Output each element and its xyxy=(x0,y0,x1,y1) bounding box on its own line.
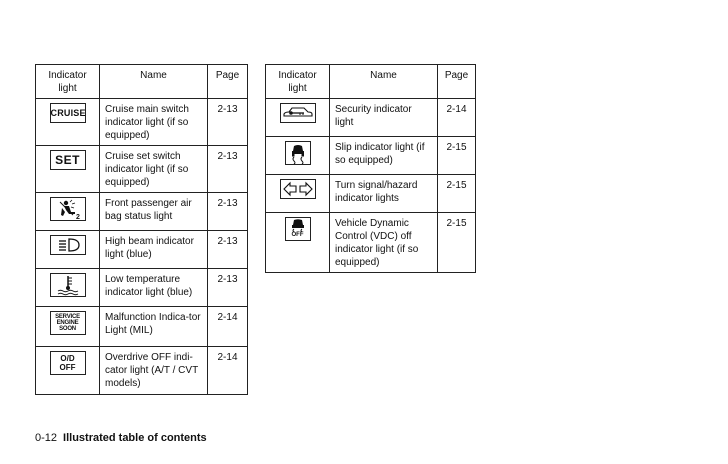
service-engine-soon-icon xyxy=(50,311,86,335)
indicator-name: Low temperature indicator light (blue) xyxy=(100,269,208,307)
indicator-page: 2-13 xyxy=(208,269,248,307)
table-row xyxy=(36,269,248,307)
table-row xyxy=(36,307,248,347)
cruise-icon: CRUISE xyxy=(50,103,86,123)
table-row xyxy=(266,137,476,175)
table-row xyxy=(36,231,248,269)
header-indicator-light: Indicator light xyxy=(266,65,330,99)
indicator-page: 2-14 xyxy=(208,307,248,347)
page-footer xyxy=(35,432,207,444)
vdc-off-label: OFF xyxy=(291,232,304,238)
indicator-name: Vehicle Dynamic Control (VDC) off indicator light (if so equipped) xyxy=(330,213,438,273)
indicator-cell xyxy=(266,137,330,175)
indicator-page: 2-15 xyxy=(438,213,476,273)
passenger-airbag-icon xyxy=(50,197,86,221)
overdrive-off-line: O/D xyxy=(60,354,75,363)
indicator-cell xyxy=(36,231,100,269)
table-row xyxy=(266,99,476,137)
indicator-cell xyxy=(36,146,100,193)
overdrive-off-line: OFF xyxy=(59,363,76,372)
table-row xyxy=(266,213,476,273)
vdc-off-icon xyxy=(285,217,311,241)
service-engine-soon-line: SERVICE xyxy=(55,314,80,320)
indicator-page: 2-15 xyxy=(438,137,476,175)
table-header-row xyxy=(36,65,248,99)
indicator-cell xyxy=(36,99,100,146)
indicator-page: 2-14 xyxy=(438,99,476,137)
header-page: Page xyxy=(438,65,476,99)
indicator-name: Security indicator light xyxy=(330,99,438,137)
indicator-page: 2-15 xyxy=(438,175,476,213)
indicator-page: 2-13 xyxy=(208,193,248,231)
indicator-cell xyxy=(266,99,330,137)
indicator-cell xyxy=(36,347,100,395)
table-row xyxy=(36,347,248,395)
low-temperature-icon xyxy=(50,273,86,297)
high-beam-icon xyxy=(50,235,86,255)
indicator-name: Cruise main switch indicator light (if so equipped) xyxy=(100,99,208,146)
indicator-table-left xyxy=(35,64,248,395)
indicator-page: 2-14 xyxy=(208,347,248,395)
service-engine-soon-line: SOON xyxy=(59,326,76,332)
turn-signal-arrows-icon xyxy=(280,179,316,199)
indicator-page: 2-13 xyxy=(208,99,248,146)
indicator-cell xyxy=(36,307,100,347)
indicator-table-right xyxy=(265,64,476,273)
header-name: Name xyxy=(100,65,208,99)
indicator-name: Slip indicator light (if so equipped) xyxy=(330,137,438,175)
table-header-row xyxy=(266,65,476,99)
table-row xyxy=(36,99,248,146)
indicator-name: Turn signal/hazard indicator lights xyxy=(330,175,438,213)
section-title: Illustrated table of contents xyxy=(63,432,207,444)
set-icon: SET xyxy=(50,150,86,170)
table-row xyxy=(36,146,248,193)
indicator-page: 2-13 xyxy=(208,146,248,193)
table-row xyxy=(36,193,248,231)
indicator-cell xyxy=(266,175,330,213)
slip-icon xyxy=(285,141,311,165)
service-engine-soon-line: ENGINE xyxy=(56,320,79,326)
indicator-name: Malfunction Indica-tor Light (MIL) xyxy=(100,307,208,347)
indicator-page: 2-13 xyxy=(208,231,248,269)
page-number: 0-12 xyxy=(35,432,58,444)
svg-text:2: 2 xyxy=(75,214,80,220)
header-page: Page xyxy=(208,65,248,99)
table-row xyxy=(266,175,476,213)
indicator-cell xyxy=(36,193,100,231)
overdrive-off-icon xyxy=(50,351,86,375)
indicator-name: Cruise set switch indicator light (if so equipped) xyxy=(100,146,208,193)
security-car-key-icon xyxy=(280,103,316,123)
header-name: Name xyxy=(330,65,438,99)
indicator-name: Front passenger air bag status light xyxy=(100,193,208,231)
indicator-cell xyxy=(36,269,100,307)
header-indicator-light: Indicator light xyxy=(36,65,100,99)
indicator-cell xyxy=(266,213,330,273)
indicator-name: High beam indicator light (blue) xyxy=(100,231,208,269)
indicator-name: Overdrive OFF indi-cator light (A/T / CVT models) xyxy=(100,347,208,395)
